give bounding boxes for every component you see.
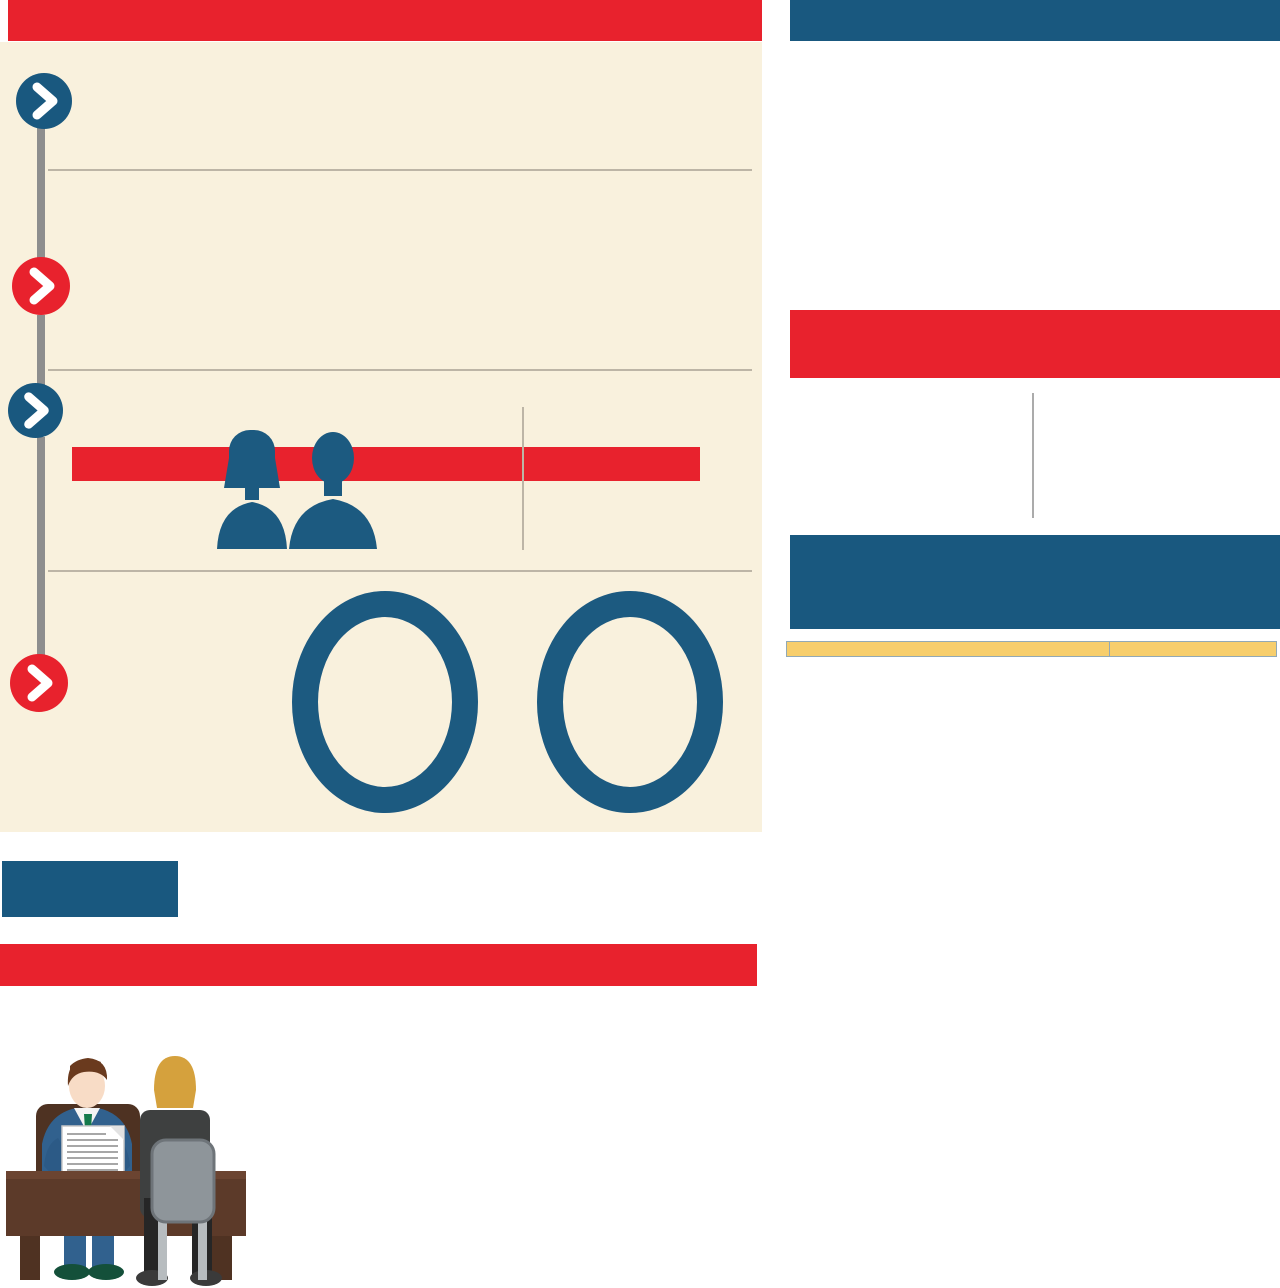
chiffres-header [0, 944, 757, 986]
timeline-segment [37, 315, 45, 385]
left-main-header [8, 0, 762, 41]
chevron-right-icon [11, 655, 67, 711]
size-block-moins10 [792, 386, 1030, 390]
col-header-nombre [1110, 642, 1277, 657]
chevron-right-icon [8, 383, 63, 438]
sectors-table [786, 641, 1277, 657]
timeline-segment [37, 437, 45, 657]
donut-temps-plein [283, 583, 487, 821]
divider [48, 570, 752, 572]
vertical-divider [1032, 393, 1034, 518]
divider [48, 369, 752, 371]
right-header-taille [790, 310, 1280, 378]
chevron-bullet-3 [8, 383, 63, 438]
table-header-row [787, 642, 1277, 657]
right-header-secteurs [790, 535, 1280, 629]
chevron-right-icon [16, 73, 72, 129]
timeline-segment [37, 128, 45, 260]
donut-temps-partiel [528, 583, 732, 821]
vertical-divider [522, 407, 524, 550]
chevron-bullet-4 [10, 654, 68, 712]
size-block-plus10 [1040, 386, 1278, 390]
retenir-box [2, 861, 178, 917]
woman-man-silhouettes-icon [195, 424, 395, 549]
divider [48, 169, 752, 171]
donut-text [283, 583, 487, 821]
right-header-ou-travaillent [790, 0, 1280, 41]
chevron-bullet-1 [16, 73, 72, 129]
chevron-bullet-2 [12, 257, 70, 315]
interview-illustration [6, 1048, 256, 1288]
col-header-secteurs [787, 642, 1110, 657]
donut-text [528, 583, 732, 821]
chevron-right-icon [13, 258, 69, 314]
